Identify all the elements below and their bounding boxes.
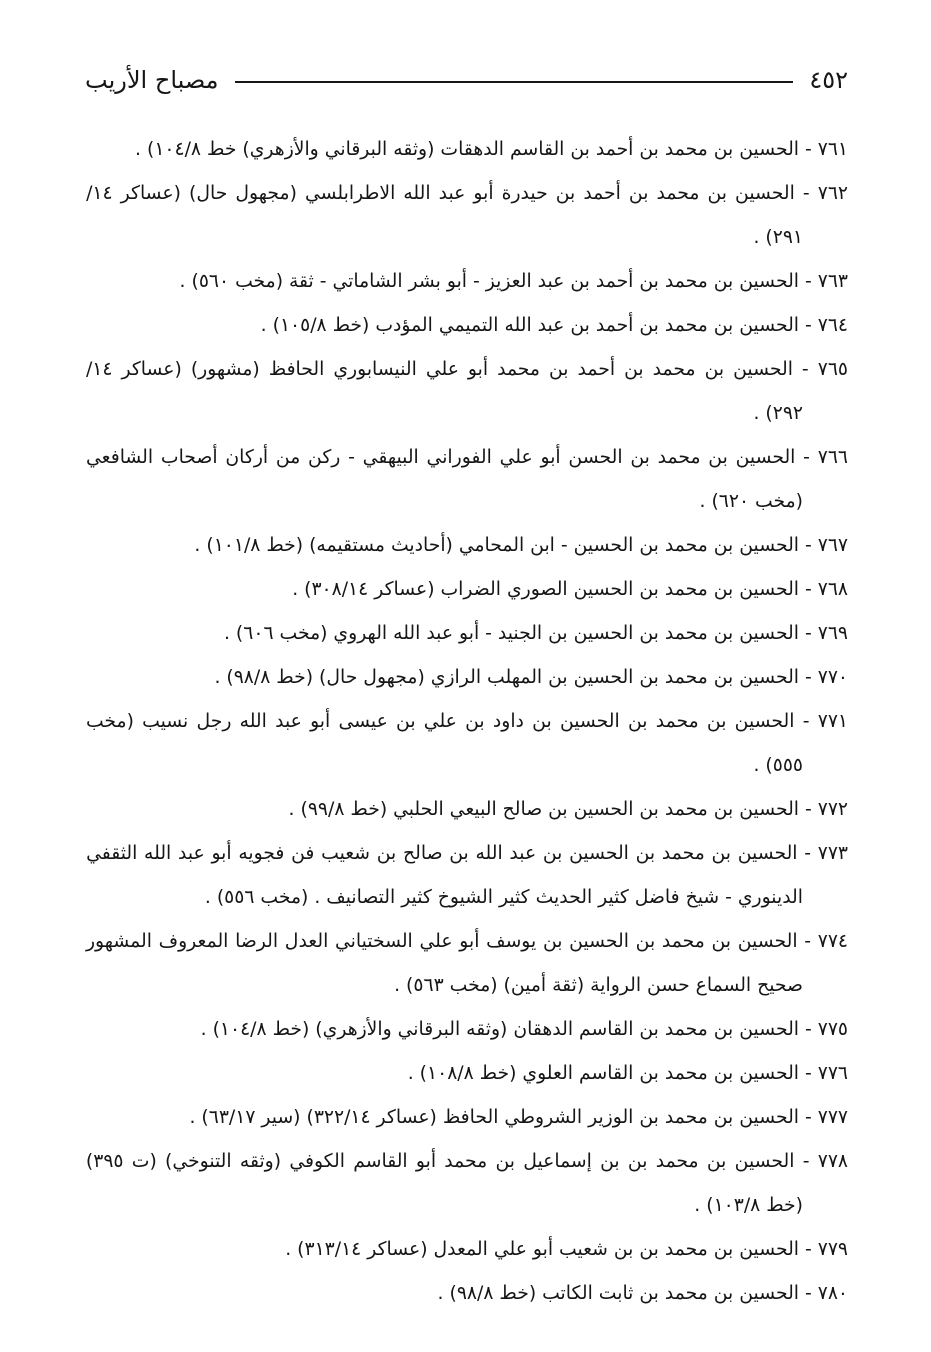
entry-line: ٧٧٣ - الحسين بن محمد بن الحسين بن عبد الله بن صالح بن شعيب فن فجويه أبو عبد الله الثقفي bbox=[86, 843, 848, 864]
entry-line-continuation: ٥٥٥) . bbox=[753, 755, 803, 776]
entry-line: ٧٧٠ - الحسين بن محمد بن الحسين بن المهلب الرازي (مجهول حال) (خط ٩٨/٨) . bbox=[214, 667, 848, 688]
entry-768 bbox=[85, 568, 848, 612]
entry-line-continuation: (مخب ٦٢٠) . bbox=[699, 491, 803, 512]
entry-line: ٧٦٨ - الحسين بن محمد بن الحسين الصوري الضراب (عساكر ٣٠٨/١٤) . bbox=[292, 579, 848, 600]
entry-763 bbox=[85, 260, 848, 304]
entry-777 bbox=[85, 1096, 848, 1140]
entry-779 bbox=[85, 1228, 848, 1272]
entry-line: ٧٦٢ - الحسين بن محمد بن أحمد بن حيدرة أبو عبد الله الاطرابلسي (مجهول حال) (عساكر ١٤/ bbox=[86, 183, 848, 204]
page-number: ٤٥٢ bbox=[809, 66, 848, 94]
entry-line-continuation: (خط ١٠٣/٨) . bbox=[694, 1195, 803, 1216]
entry-764 bbox=[85, 304, 848, 348]
entry-766 bbox=[85, 436, 848, 524]
entry-775 bbox=[85, 1008, 848, 1052]
entry-line: ٧٧٨ - الحسين بن محمد بن بن إسماعيل بن محمد أبو القاسم الكوفي (وثقه التنوخي) (ت ٣٩٥) bbox=[85, 1151, 848, 1172]
entries-list bbox=[85, 128, 848, 1316]
entry-line: ٧٦٩ - الحسين بن محمد بن الحسين بن الجنيد - أبو عبد الله الهروي (مخب ٦٠٦) . bbox=[223, 623, 848, 644]
entry-line: ٧٧٤ - الحسين بن محمد بن الحسين بن يوسف أبو علي السختياني العدل الرضا المعروف المشهور bbox=[85, 931, 848, 952]
entry-line-continuation: ٢٩١) . bbox=[753, 227, 803, 248]
entry-line-continuation: صحيح السماع حسن الرواية (ثقة أمين) (مخب ٥٦٣) . bbox=[394, 975, 803, 996]
entry-line: ٧٦١ - الحسين بن محمد بن أحمد بن القاسم الدهقات (وثقه البرقاني والأزهري) خط ١٠٤/٨) . bbox=[135, 139, 848, 160]
entry-line: ٧٧١ - الحسين بن محمد بن الحسين بن داود بن علي بن عيسى أبو عبد الله رجل نسيب (مخب bbox=[85, 711, 848, 732]
entry-771 bbox=[85, 700, 848, 788]
entry-762 bbox=[85, 172, 848, 260]
entry-line: ٧٧٦ - الحسين بن محمد بن القاسم العلوي (خط ١٠٨/٨) . bbox=[407, 1063, 848, 1084]
entry-line: ٧٦٦ - الحسين بن محمد بن الحسن أبو علي الفوراني البيهقي - ركن من أركان أصحاب الشافعي bbox=[86, 447, 848, 468]
entry-line: ٧٦٧ - الحسين بن محمد بن الحسين - ابن المحامي (أحاديث مستقيمه) (خط ١٠١/٨) . bbox=[194, 535, 848, 556]
entry-line: ٧٧٥ - الحسين بن محمد بن القاسم الدهقان (وثقه البرقاني والأزهري) (خط ١٠٤/٨) . bbox=[200, 1019, 848, 1040]
entry-780 bbox=[85, 1272, 848, 1316]
header-rule bbox=[235, 81, 794, 83]
entry-line: ٧٧٢ - الحسين بن محمد بن الحسين بن صالح البيعي الحلبي (خط ٩٩/٨) . bbox=[288, 799, 848, 820]
entry-776 bbox=[85, 1052, 848, 1096]
entry-line: ٧٨٠ - الحسين بن محمد بن ثابت الكاتب (خط ٩٨/٨) . bbox=[437, 1283, 848, 1304]
entry-line: ٧٧٧ - الحسين بن محمد بن الوزير الشروطي الحافظ (عساكر ٣٢٢/١٤) (سير ٦٣/١٧) . bbox=[189, 1107, 848, 1128]
entry-778 bbox=[85, 1140, 848, 1228]
page-header bbox=[85, 58, 848, 102]
running-title: مصباح الأريب bbox=[85, 66, 219, 94]
entry-line-continuation: ٢٩٢) . bbox=[753, 403, 803, 424]
entry-773 bbox=[85, 832, 848, 920]
entry-770 bbox=[85, 656, 848, 700]
entry-line: ٧٦٣ - الحسين بن محمد بن أحمد بن عبد العزيز - أبو بشر الشاماتي - ثقة (مخب ٥٦٠) . bbox=[179, 271, 848, 292]
entry-761 bbox=[85, 128, 848, 172]
entry-line-continuation: الدينوري - شيخ فاضل كثير الحديث كثير الشيوخ كثير التصانيف . (مخب ٥٥٦) . bbox=[204, 887, 803, 908]
entry-769 bbox=[85, 612, 848, 656]
entry-line: ٧٦٤ - الحسين بن محمد بن أحمد بن عبد الله التميمي المؤدب (خط ١٠٥/٨) . bbox=[260, 315, 848, 336]
entry-772 bbox=[85, 788, 848, 832]
entry-line: ٧٦٥ - الحسين بن محمد بن أحمد بن محمد أبو علي النيسابوري الحافظ (مشهور) (عساكر ١٤/ bbox=[85, 359, 848, 380]
entry-774 bbox=[85, 920, 848, 1008]
entry-line: ٧٧٩ - الحسين بن محمد بن بن شعيب أبو علي المعدل (عساكر ٣١٣/١٤) . bbox=[285, 1239, 848, 1260]
entry-765 bbox=[85, 348, 848, 436]
entry-767 bbox=[85, 524, 848, 568]
